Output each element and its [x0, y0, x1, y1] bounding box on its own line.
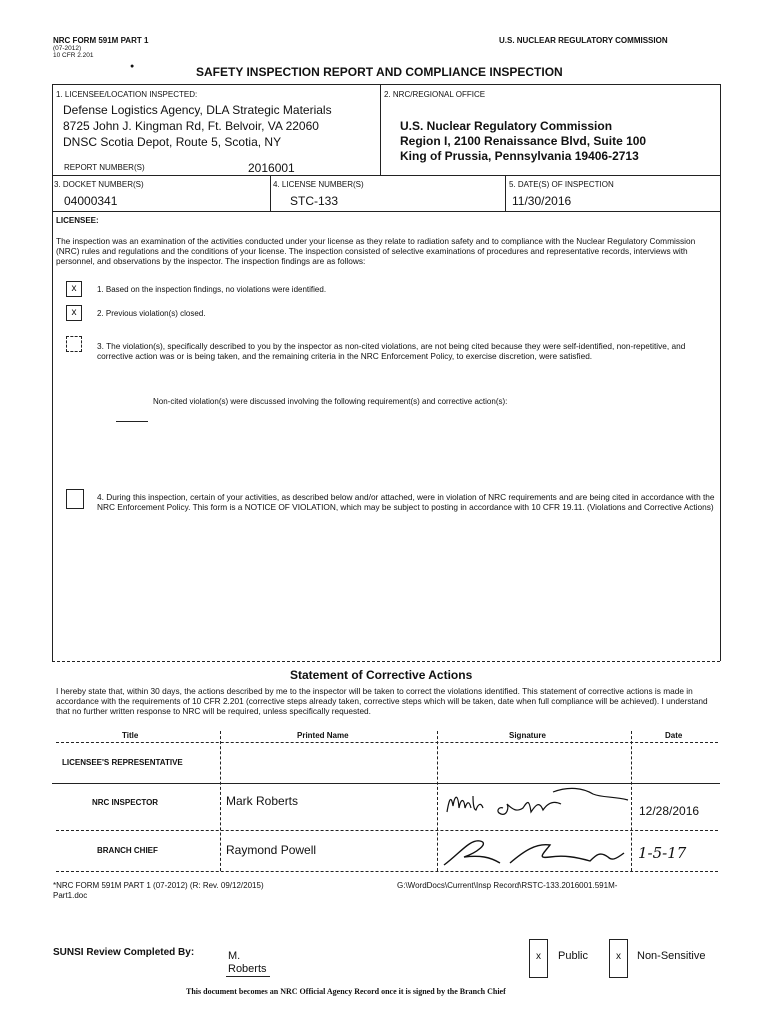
- regional-line-2: Region I, 2100 Renaissance Blvd, Suite 100: [400, 134, 647, 148]
- sunsi-label: SUNSI Review Completed By:: [53, 947, 195, 958]
- cfr-reference: 10 CFR 2.201: [53, 52, 94, 59]
- noncited-text: Non-cited violation(s) were discussed involving the following requirement(s) and corrective action(s):: [153, 397, 508, 406]
- box-divider: [380, 84, 381, 175]
- docket-number: 04000341: [64, 194, 118, 208]
- table-header-rule: [56, 742, 718, 743]
- item-1-checkbox[interactable]: x: [66, 281, 82, 297]
- item-3-checkbox[interactable]: [66, 336, 82, 352]
- item-4-text: 4. During this inspection, certain of your activities, as described below and/or attached, were in violation of NRC requirements and are being cited in accordance with the NRC Enforcement Policy. This form is a NOTICE OF VIOLATION, which may be subject to posting in accordance with 10 CFR 19.11. (Violations and Corrective Actions): [97, 492, 715, 512]
- intro-paragraph: The inspection was an examination of the activities conducted under your license as they relate to radiation safety and to compliance with the Nuclear Regulatory Commission (NRC) rules and regulations and the conditions of your license. The inspection consisted of selective examinations of procedures and representative records, interviews with personnel, and observations by the inspector. The inspection findings are as follows:: [56, 236, 696, 266]
- licensee-heading: LICENSEE:: [56, 216, 99, 225]
- regional-office-label: 2. NRC/REGIONAL OFFICE: [384, 90, 486, 99]
- col-date-header: Date: [665, 731, 683, 740]
- non-sensitive-label: Non-Sensitive: [637, 950, 706, 962]
- corrective-text: I hereby state that, within 30 days, the actions described by me to the inspector will be taken to correct the violations identified. This statement of corrective actions is made in accordance with the requirements of 10 CFR 2.201 (corrective steps already taken, corrective steps which will be taken, date when full compliance will be achieved). I understand that no further written response to NRC will be required, unless specifically requested.: [56, 686, 708, 716]
- inspection-date: 11/30/2016: [512, 194, 572, 208]
- public-checkbox[interactable]: x: [529, 939, 548, 978]
- table-row-title: BRANCH CHIEF: [97, 846, 158, 855]
- row3-divider-2: [505, 175, 506, 211]
- branch-chief-signature: [440, 833, 630, 876]
- licensee-line-1: Defense Logistics Agency, DLA Strategic Materials: [63, 103, 332, 117]
- item-1-text: 1. Based on the inspection findings, no violations were identified.: [97, 285, 327, 294]
- corrective-top-rule: [52, 661, 720, 662]
- row3-top-rule: [52, 175, 720, 176]
- sunsi-underline: [226, 976, 270, 977]
- form-revision: *NRC FORM 591M PART 1 (07-2012) (R: Rev. 09/12/2015): [53, 881, 264, 890]
- regional-line-1: U.S. Nuclear Regulatory Commission: [400, 119, 613, 133]
- public-label: Public: [558, 950, 588, 962]
- form-date: (07-2012): [53, 45, 82, 52]
- sunsi-name-2: Roberts: [228, 963, 267, 975]
- item-4-checkbox[interactable]: [66, 489, 84, 509]
- item-2-text: 2. Previous violation(s) closed.: [97, 309, 206, 318]
- table-row-rule-1: [52, 783, 720, 784]
- form-id: NRC FORM 591M PART 1: [53, 36, 149, 45]
- license-label: 4. LICENSE NUMBER(S): [273, 180, 364, 189]
- table-row-date: 12/28/2016: [639, 804, 700, 818]
- report-number-label: REPORT NUMBER(S): [64, 163, 145, 172]
- table-row-date: 1-5-17: [638, 844, 687, 862]
- agency-name: U.S. NUCLEAR REGULATORY COMMISSION: [499, 36, 668, 45]
- table-col-divider-3: [631, 731, 632, 871]
- col-name-header: Printed Name: [297, 731, 349, 740]
- table-col-divider-2: [437, 731, 438, 871]
- regional-line-3: King of Prussia, Pennsylvania 19406-2713: [400, 149, 639, 163]
- item-3-text: 3. The violation(s), specifically described to you by the inspector as non-cited violations, are not being cited because they were self-identified, non-repetitive, and corrective action was or is being taken, and the remaining criteria in the NRC Enforcement Policy, to exercise discretion, were satisfied.: [97, 341, 686, 361]
- licensee-location-label: 1. LICENSEE/LOCATION INSPECTED:: [56, 90, 198, 99]
- item-2-checkbox[interactable]: x: [66, 305, 82, 321]
- sunsi-name-1: M.: [228, 950, 241, 962]
- docket-label: 3. DOCKET NUMBER(S): [54, 180, 144, 189]
- inspector-signature: [443, 786, 628, 827]
- body-top-rule: [52, 211, 720, 212]
- table-row-title: NRC INSPECTOR: [92, 798, 159, 807]
- table-row-name: Raymond Powell: [226, 843, 317, 857]
- page-title: SAFETY INSPECTION REPORT AND COMPLIANCE INSPECTION: [196, 65, 563, 79]
- header-rule: [52, 84, 720, 85]
- official-record-note: This document becomes an NRC Official Agency Record once it is signed by the Branch Chief: [186, 987, 506, 996]
- table-row-name: Mark Roberts: [226, 794, 299, 808]
- frame-left: [52, 84, 53, 661]
- row3-divider-1: [270, 175, 271, 211]
- inspection-date-label: 5. DATE(S) OF INSPECTION: [509, 180, 614, 189]
- col-title-header: Title: [122, 731, 139, 740]
- bullet-mark: ●: [130, 63, 135, 70]
- licensee-line-2: 8725 John J. Kingman Rd, Ft. Belvoir, VA 22060: [63, 119, 319, 133]
- corrective-heading: Statement of Corrective Actions: [290, 668, 473, 682]
- report-number: 2016001: [248, 161, 295, 175]
- licensee-line-3: DNSC Scotia Depot, Route 5, Scotia, NY: [63, 135, 282, 149]
- noncited-blank-line: [116, 421, 148, 422]
- document-filename: Part1.doc: [53, 891, 88, 900]
- table-bottom-rule: [56, 871, 718, 872]
- table-col-divider-1: [220, 731, 221, 871]
- non-sensitive-checkbox[interactable]: x: [609, 939, 628, 978]
- document-path: G:\WordDocs\Current\Insp Record\RSTC-133.2016001.591M-: [397, 881, 618, 890]
- col-signature-header: Signature: [509, 731, 546, 740]
- table-row-rule-2: [56, 830, 718, 831]
- license-number: STC-133: [290, 194, 339, 208]
- frame-right: [720, 84, 721, 661]
- table-row-title: LICENSEE'S REPRESENTATIVE: [62, 758, 183, 767]
